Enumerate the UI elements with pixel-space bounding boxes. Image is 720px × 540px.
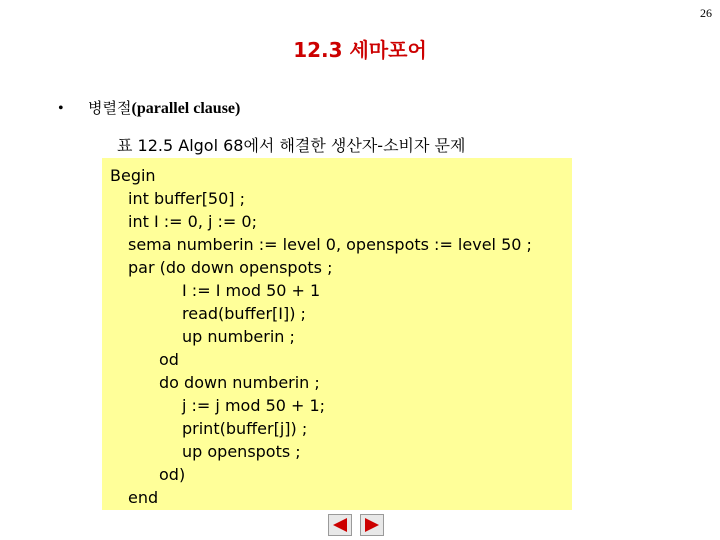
code-block <box>102 158 572 510</box>
slide-navigation <box>328 514 384 536</box>
table-caption: 표 12.5 Algol 68에서 해결한 생산자-소비자 문제 <box>117 136 466 155</box>
code-line: I := I mod 50 + 1 <box>182 281 321 300</box>
code-line: int I := 0, j := 0; <box>128 212 257 231</box>
prev-slide-button[interactable] <box>328 514 352 536</box>
prev-arrow-icon <box>331 517 349 533</box>
code-line: end <box>128 488 159 507</box>
code-line: od) <box>159 465 186 484</box>
code-line: up numberin ; <box>182 327 295 346</box>
bullet-text-korean: 병렬절 <box>88 99 132 117</box>
next-slide-button[interactable] <box>360 514 384 536</box>
bullet-item <box>58 97 240 118</box>
code-line: sema numberin := level 0, openspots := level 50 ; <box>128 235 532 254</box>
page-number: 26 <box>700 6 712 20</box>
code-line: j := j mod 50 + 1; <box>182 396 326 415</box>
code-line: int buffer[50] ; <box>128 189 246 208</box>
code-line: read(buffer[I]) ; <box>182 304 306 323</box>
slide-title: 12.3 세마포어 <box>293 38 427 62</box>
bullet-text-english: (parallel clause) <box>131 100 241 117</box>
code-line: print(buffer[j]) ; <box>182 419 308 438</box>
next-arrow-icon <box>363 517 381 533</box>
code-line: par (do down openspots ; <box>128 258 333 277</box>
code-line: up openspots ; <box>182 442 301 461</box>
code-line: od <box>159 350 179 369</box>
code-line: do down numberin ; <box>159 373 320 392</box>
code-line: Begin <box>110 166 156 185</box>
bullet-dot: • <box>58 100 64 117</box>
